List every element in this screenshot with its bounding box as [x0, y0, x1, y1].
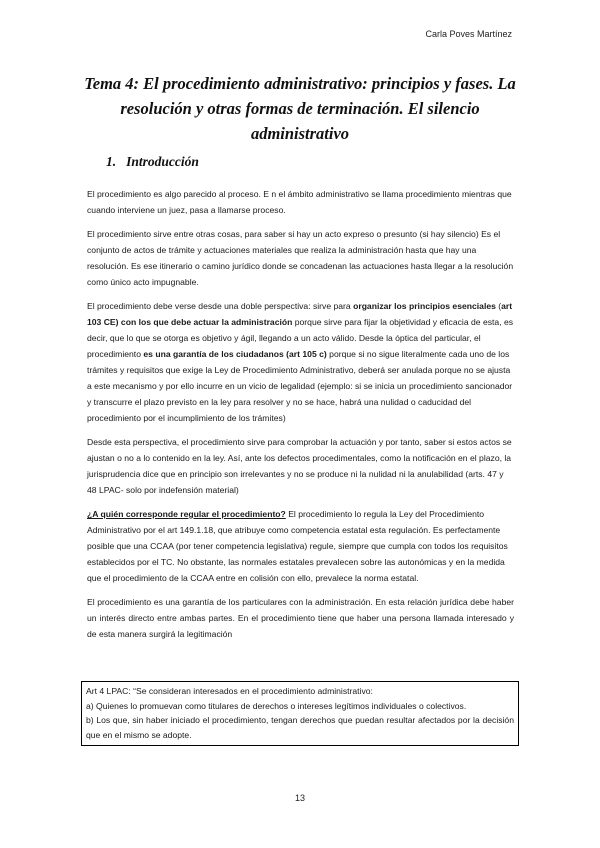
paragraph-6: El procedimiento es una garantía de los particulares con la administración. En esta relación jurídica debe haber un interés directo entre ambas partes. En el procedimiento tiene que haber una persona llamada interesado y de esta manera surgirá la legitimación [87, 597, 514, 639]
section-number: 1. [106, 154, 117, 169]
quote-intro: Art 4 LPAC: “Se consideran interesados en el procedimiento administrativo: [86, 686, 373, 696]
page-number: 13 [294, 793, 305, 803]
p3-text-4: porque si no sigue literalmente cada uno de los trámites y requisitos que exige la Ley de Procedimiento Administrativo, deberá ser anulada porque no se ajusta a este mecanismo y por ello incurre en un vicio de legalidad (ejemplo: si se inicia un procedimiento sancionador y transcurre el plazo previsto en la ley para resolver y no se hace, habrá una nulidad o caducidad del procedimiento por el incumplimiento de los trámites) [87, 349, 513, 423]
quote-item-b: b) Los que, sin haber iniciado el procedimiento, tengan derechos que puedan resultar afectados por la decisión que en el mismo se adopte. [86, 715, 514, 740]
p3-bold-3: es una garantía de los ciudadanos (art 105 c) [143, 349, 327, 359]
section-heading [106, 154, 199, 170]
page-title: Tema 4: El procedimiento administrativo: principios y fases. La resolución y otras formas de terminación. El silencio administrativo [84, 74, 516, 143]
question-heading: ¿A quién corresponde regular el procedimiento? [87, 509, 286, 519]
quote-item-a: a) Quienes lo promuevan como titulares de derechos o intereses legítimos individuales o colectivos. [86, 700, 467, 711]
paragraph-2: El procedimiento sirve entre otras cosas, para saber si hay un acto expreso o presunto (si hay silencio) Es el conjunto de actos de trámite y actuaciones materiales que realiza la administración hasta que hay una resolución. Es ese itinerario o camino jurídico donde se concadenan las actuaciones hasta llegar a la resolución como único acto impugnable. [87, 229, 514, 287]
quote-box [81, 681, 519, 746]
paragraph-5 [87, 506, 514, 586]
body-text [87, 186, 514, 650]
p3-text-3: porque sirve para fijar la objetividad y eficacia de esta, es decir, que lo que se otorga es objetivo y ágil, llegando a un acto válido. Desde la óptica del particular, el procedimiento [87, 317, 514, 359]
p3-text-1: El procedimiento debe verse desde una doble perspectiva: sirve para [87, 301, 354, 311]
section-title: Introducción [126, 154, 199, 169]
p5-text: El procedimiento lo regula la Ley del Procedimiento Administrativo por el art 149.1.18, que atribuye como competencia estatal esta regulación. Es perfectamente posible que una CCAA (por tener competencia legislativa) regule, siempre que cumpla con todos los requisitos establecidos por el TC. No obstante, las normales estatales prevalecen sobre las autonómicas y en la medida que el procedimiento de la CCAA entre en colisión con ello, prevalece la norma estatal. [87, 509, 508, 583]
paragraph-1: El procedimiento es algo parecido al proceso. E n el ámbito administrativo se llama procedimiento mientras que cuando interviene un juez, pasa a llamarse proceso. [87, 189, 512, 215]
paragraph-3 [87, 298, 514, 426]
p3-bold-1: organizar los principios esenciales [353, 301, 496, 311]
p3-text-2: ( [495, 301, 502, 311]
header-author: Carla Poves Martínez [425, 29, 512, 39]
paragraph-4: Desde esta perspectiva, el procedimiento sirve para comprobar la actuación y por tanto, saber si estos actos se ajustan o no a lo contenido en la ley. Así, ante los defectos procedimentales, como la notificación en el plazo, la jurisprudencia dice que en principio son irrelevantes y no se produce ni la nulidad ni la anulabilidad (arts. 47 y 48 LPAC- solo por indefensión material) [87, 437, 512, 495]
p3-bold-2: art 103 CE) con los que debe actuar la administración [87, 301, 513, 327]
